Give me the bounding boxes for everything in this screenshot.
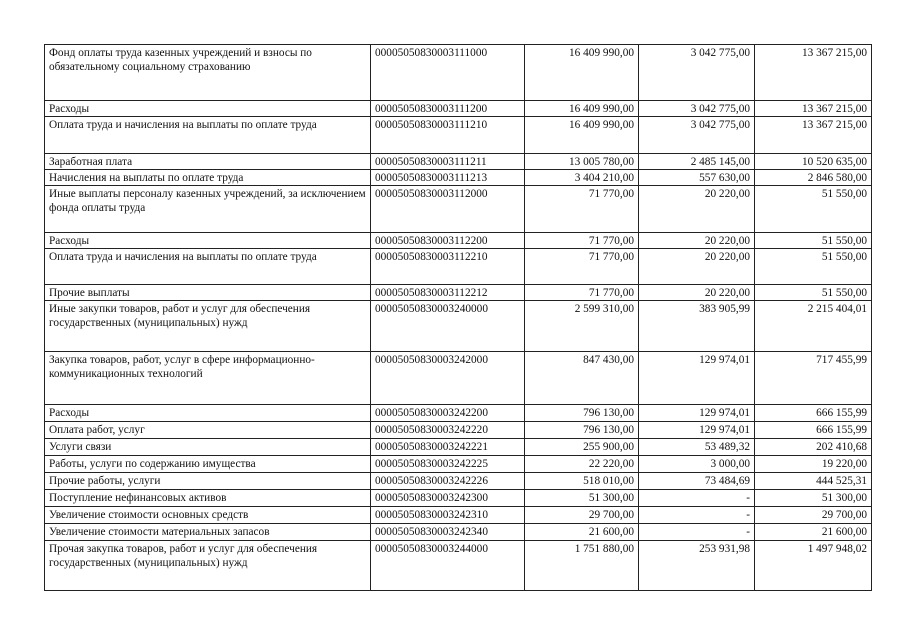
row-name: Расходы (45, 101, 371, 117)
table-row (45, 101, 872, 117)
row-executed: - (639, 524, 755, 541)
row-executed: - (639, 490, 755, 507)
row-executed: 383 905,99 (639, 301, 755, 352)
row-name: Увеличение стоимости материальных запасов (45, 524, 371, 541)
row-executed: 20 220,00 (639, 285, 755, 301)
row-executed: 20 220,00 (639, 186, 755, 233)
budget-report-page (44, 44, 871, 591)
table-row (45, 352, 872, 405)
row-remaining: 51 550,00 (755, 285, 872, 301)
row-remaining: 1 497 948,02 (755, 541, 872, 591)
row-name: Иные выплаты персоналу казенных учреждений, за исключением фонда оплаты труда (45, 186, 371, 233)
row-executed: 129 974,01 (639, 422, 755, 439)
row-code: 00005050830003242000 (371, 352, 525, 405)
row-executed: 557 630,00 (639, 170, 755, 186)
row-name: Заработная плата (45, 154, 371, 170)
row-approved: 16 409 990,00 (525, 117, 639, 154)
row-executed: 2 485 145,00 (639, 154, 755, 170)
row-code: 00005050830003242310 (371, 507, 525, 524)
row-remaining: 21 600,00 (755, 524, 872, 541)
row-remaining: 29 700,00 (755, 507, 872, 524)
row-code: 00005050830003111213 (371, 170, 525, 186)
row-approved: 16 409 990,00 (525, 45, 639, 101)
row-name: Прочая закупка товаров, работ и услуг для обеспечения государственных (муниципальных) нужд (45, 541, 371, 591)
table-row (45, 507, 872, 524)
row-approved: 22 220,00 (525, 456, 639, 473)
row-name: Услуги связи (45, 439, 371, 456)
row-approved: 796 130,00 (525, 405, 639, 422)
row-name: Оплата работ, услуг (45, 422, 371, 439)
table-row (45, 405, 872, 422)
row-name: Оплата труда и начисления на выплаты по оплате труда (45, 249, 371, 285)
row-remaining: 19 220,00 (755, 456, 872, 473)
row-code: 00005050830003242220 (371, 422, 525, 439)
row-executed: 20 220,00 (639, 233, 755, 249)
row-code: 00005050830003112200 (371, 233, 525, 249)
table-row (45, 301, 872, 352)
row-remaining: 10 520 635,00 (755, 154, 872, 170)
table-row (45, 456, 872, 473)
row-approved: 71 770,00 (525, 285, 639, 301)
row-name: Прочие выплаты (45, 285, 371, 301)
row-name: Увеличение стоимости основных средств (45, 507, 371, 524)
row-remaining: 51 550,00 (755, 233, 872, 249)
row-approved: 255 900,00 (525, 439, 639, 456)
row-code: 00005050830003240000 (371, 301, 525, 352)
row-code: 00005050830003111211 (371, 154, 525, 170)
row-remaining: 13 367 215,00 (755, 117, 872, 154)
row-code: 00005050830003112212 (371, 285, 525, 301)
row-code: 00005050830003242300 (371, 490, 525, 507)
row-approved: 51 300,00 (525, 490, 639, 507)
row-approved: 847 430,00 (525, 352, 639, 405)
row-code: 00005050830003111210 (371, 117, 525, 154)
row-executed: 129 974,01 (639, 405, 755, 422)
row-remaining: 51 550,00 (755, 249, 872, 285)
row-approved: 21 600,00 (525, 524, 639, 541)
row-code: 00005050830003242200 (371, 405, 525, 422)
row-approved: 1 751 880,00 (525, 541, 639, 591)
row-remaining: 51 300,00 (755, 490, 872, 507)
table-row (45, 170, 872, 186)
row-remaining: 202 410,68 (755, 439, 872, 456)
table-row (45, 422, 872, 439)
table-row (45, 249, 872, 285)
row-name: Поступление нефинансовых активов (45, 490, 371, 507)
row-approved: 71 770,00 (525, 249, 639, 285)
row-code: 00005050830003242221 (371, 439, 525, 456)
row-approved: 3 404 210,00 (525, 170, 639, 186)
row-remaining: 666 155,99 (755, 422, 872, 439)
row-name: Закупка товаров, работ, услуг в сфере информационно-коммуникационных технологий (45, 352, 371, 405)
row-code: 00005050830003244000 (371, 541, 525, 591)
table-row (45, 541, 872, 591)
row-executed: 3 000,00 (639, 456, 755, 473)
table-row (45, 45, 872, 101)
row-executed: 53 489,32 (639, 439, 755, 456)
row-name: Работы, услуги по содержанию имущества (45, 456, 371, 473)
table-row (45, 154, 872, 170)
row-name: Оплата труда и начисления на выплаты по оплате труда (45, 117, 371, 154)
row-executed: 73 484,69 (639, 473, 755, 490)
row-approved: 13 005 780,00 (525, 154, 639, 170)
row-approved: 2 599 310,00 (525, 301, 639, 352)
row-executed: 3 042 775,00 (639, 117, 755, 154)
table-row (45, 524, 872, 541)
row-remaining: 444 525,31 (755, 473, 872, 490)
row-executed: 129 974,01 (639, 352, 755, 405)
row-remaining: 2 846 580,00 (755, 170, 872, 186)
row-approved: 71 770,00 (525, 233, 639, 249)
row-code: 00005050830003111200 (371, 101, 525, 117)
row-approved: 518 010,00 (525, 473, 639, 490)
row-executed: - (639, 507, 755, 524)
row-approved: 796 130,00 (525, 422, 639, 439)
row-executed: 20 220,00 (639, 249, 755, 285)
table-row (45, 490, 872, 507)
row-name: Начисления на выплаты по оплате труда (45, 170, 371, 186)
row-remaining: 13 367 215,00 (755, 101, 872, 117)
row-name: Иные закупки товаров, работ и услуг для обеспечения государственных (муниципальных) нужд (45, 301, 371, 352)
table-row (45, 473, 872, 490)
row-remaining: 2 215 404,01 (755, 301, 872, 352)
table-row (45, 186, 872, 233)
row-code: 00005050830003242225 (371, 456, 525, 473)
row-name: Прочие работы, услуги (45, 473, 371, 490)
budget-expenses-table (44, 44, 872, 591)
row-executed: 3 042 775,00 (639, 45, 755, 101)
row-code: 00005050830003242340 (371, 524, 525, 541)
row-approved: 16 409 990,00 (525, 101, 639, 117)
row-code: 00005050830003112210 (371, 249, 525, 285)
row-code: 00005050830003111000 (371, 45, 525, 101)
row-approved: 29 700,00 (525, 507, 639, 524)
row-remaining: 666 155,99 (755, 405, 872, 422)
table-row (45, 285, 872, 301)
row-name: Расходы (45, 405, 371, 422)
row-code: 00005050830003112000 (371, 186, 525, 233)
row-executed: 253 931,98 (639, 541, 755, 591)
row-code: 00005050830003242226 (371, 473, 525, 490)
row-remaining: 717 455,99 (755, 352, 872, 405)
row-executed: 3 042 775,00 (639, 101, 755, 117)
row-name: Расходы (45, 233, 371, 249)
row-remaining: 13 367 215,00 (755, 45, 872, 101)
row-remaining: 51 550,00 (755, 186, 872, 233)
table-row (45, 439, 872, 456)
row-name: Фонд оплаты труда казенных учреждений и взносы по обязательному социальному страхованию (45, 45, 371, 101)
table-row (45, 117, 872, 154)
table-row (45, 233, 872, 249)
table-body (45, 45, 872, 591)
row-approved: 71 770,00 (525, 186, 639, 233)
